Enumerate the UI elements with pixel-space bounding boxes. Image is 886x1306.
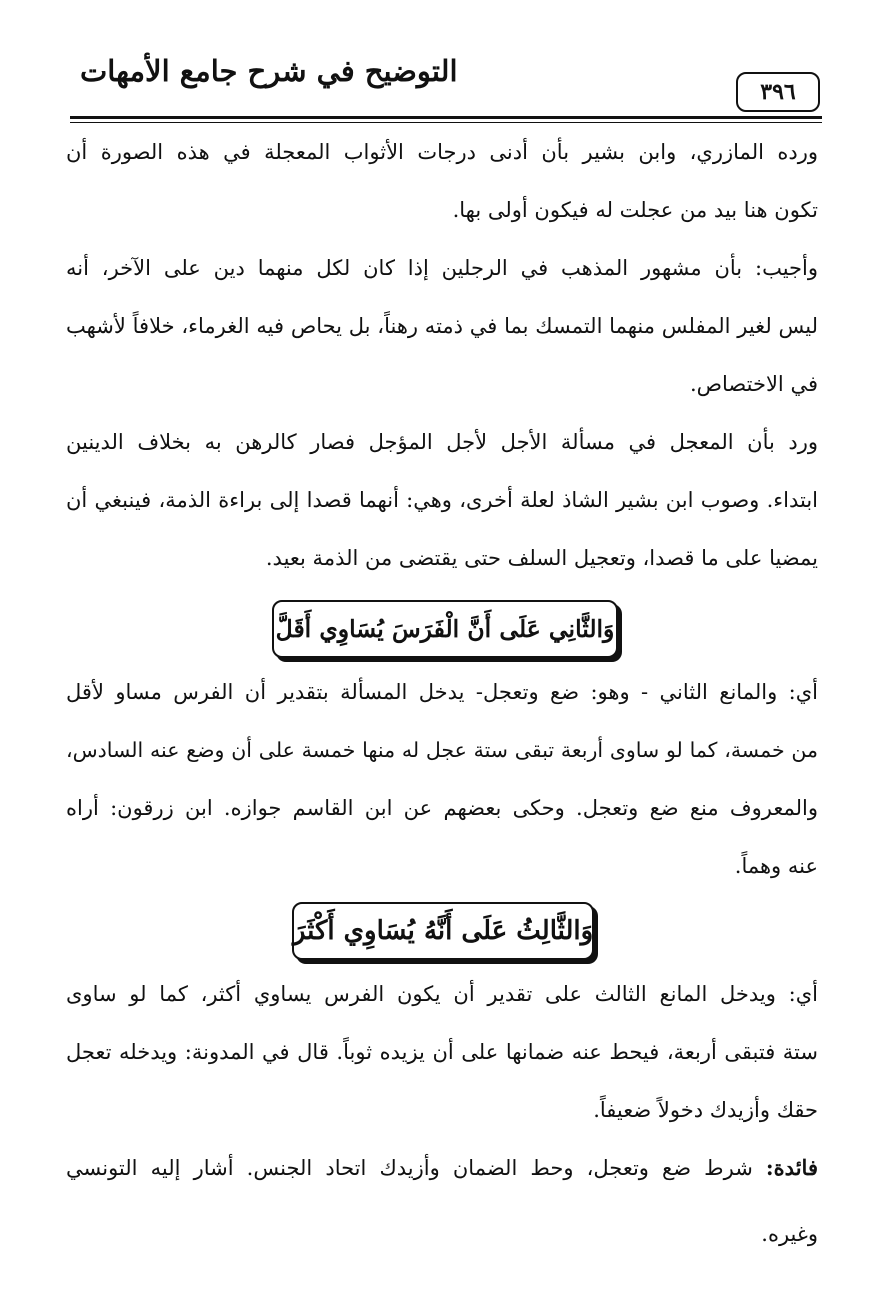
text-line: حقك وأزيدك دخولاً ضعيفاً.: [593, 1098, 818, 1122]
note-text: شرط ضع وتعجل، وحط الضمان وأزيدك اتحاد الجنس. أشار إليه التونسي: [66, 1156, 753, 1180]
text-line: ستة فتبقى أربعة، فيحط عنه ضمانها على أن يزيده ثوباً. قال في المدونة: ويدخله تعجل: [66, 1040, 818, 1064]
note-line: [66, 1154, 818, 1182]
note-line-end: وغيره.: [761, 1222, 818, 1246]
text-line: يمضيا على ما قصدا، وتعجيل السلف حتى يقتضى من الذمة بعيد.: [265, 546, 818, 570]
section-heading: وَالثَّانِي عَلَى أَنَّ الْفَرَسَ يُسَاوِي أَقَلَّ: [272, 600, 618, 658]
header-rule: [70, 116, 822, 119]
text-line: ورده المازري، وابن بشير بأن أدنى درجات الأثواب المعجلة في هذه الصورة أن: [66, 140, 818, 164]
note-label: فائدة:: [765, 1155, 818, 1180]
text-line: والمعروف منع ضع وتعجل. وحكى بعضهم عن ابن القاسم جوازه. ابن زرقون: أراه: [66, 796, 818, 820]
text-line: وأجيب: بأن مشهور المذهب في الرجلين إذا كان لكل منهما دين على الآخر، أنه: [66, 256, 818, 280]
text-line: عنه وهماً.: [734, 854, 818, 878]
text-line: من خمسة، كما لو ساوى أربعة تبقى ستة عجل له منها خمسة على أن وضع عنه السادس،: [66, 738, 818, 762]
book-title: التوضيح في شرح جامع الأمهات: [80, 54, 458, 88]
page-number: ٣٩٦: [736, 72, 820, 112]
text-line: تكون هنا بيد من عجلت له فيكون أولى بها.: [452, 198, 818, 222]
text-line: ورد بأن المعجل في مسألة الأجل لأجل المؤجل فصار كالرهن به بخلاف الدينين: [66, 430, 818, 454]
section-heading: وَالثَّالِثُ عَلَى أَنَّهُ يُسَاوِي أَكْثَرَ: [292, 902, 594, 960]
page-header: [70, 52, 822, 124]
text-line: ابتداء. وصوب ابن بشير الشاذ لعلة أخرى، وهي: أنهما قصدا إلى براءة الذمة، فينبغي أن: [66, 488, 818, 512]
text-line: أي: والمانع الثاني - وهو: ضع وتعجل- يدخل المسألة بتقدير أن الفرس مساو لأقل: [66, 680, 818, 704]
text-line: ليس لغير المفلس منهما التمسك بما في ذمته رهناً، بل يحاص فيه الغرماء، خلافاً لأشهب: [66, 314, 818, 338]
text-line: في الاختصاص.: [689, 372, 818, 396]
header-rule-thin: [70, 122, 822, 123]
text-line: أي: ويدخل المانع الثالث على تقدير أن يكون الفرس يساوي أكثر، كما لو ساوى: [66, 982, 818, 1006]
